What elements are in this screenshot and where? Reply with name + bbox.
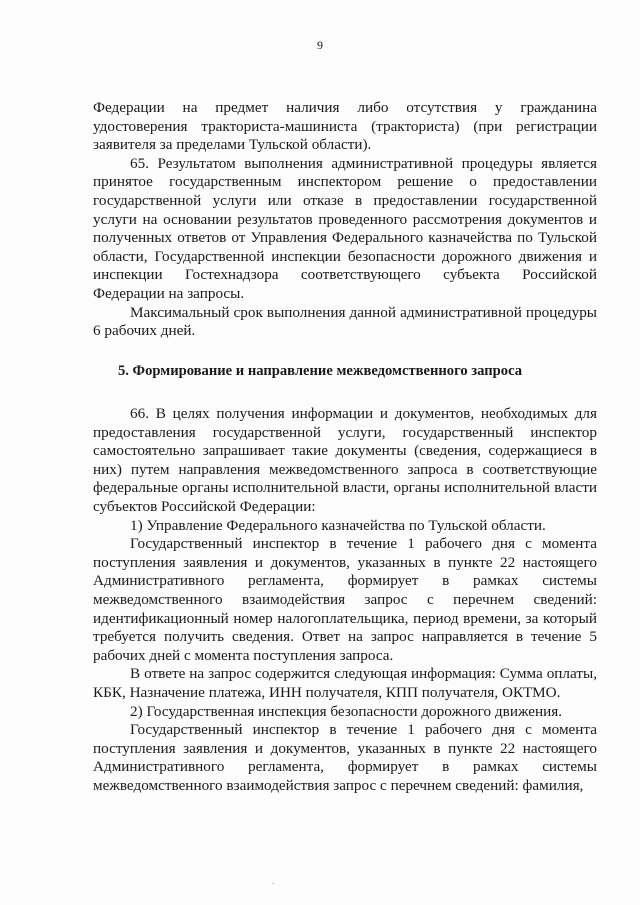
paragraph-continuation: Федерации на предмет наличия либо отсутствия у гражданина удостоверения тракториста-машиниста (тракториста) (при регистрации заявителя за пределами Тульской области).: [93, 99, 597, 154]
paragraph-65: 65. Результатом выполнения административной процедуры является принятое государственным инспектором решение о предоставлении государственной услуги или отказе в предоставлении государственной услуги на основании результатов проведенного рассмотрения документов и полученных ответов от Управления Федерального казначейства по Тульской области, Государственной инспекции безопасности дорожного движения и инспекции Гостехнадзора соответствующего субъекта Российской Федерации на запросы.: [93, 154, 597, 302]
list-item-treasury: 1) Управление Федерального казначейства по Тульской области.: [130, 516, 546, 534]
paragraph-66: 66. В целях получения информации и документов, необходимых для предоставления государственной услуги, государственный инспектор самостоятельно запрашивает такие документы (сведения, содержащиеся в них) путем направления межведомственного запроса в соответствующие федеральные органы исполнительной власти, органы исполнительной власти субъектов Российской Федерации:: [93, 405, 597, 515]
page-number: 9: [317, 38, 323, 52]
section-heading: 5. Формирование и направление межведомственного запроса: [117, 363, 523, 379]
footer-mark: .: [272, 877, 274, 886]
text-block-bottom: [93, 405, 597, 795]
paragraph-treasury-request: Государственный инспектор в течение 1 рабочего дня с момента поступления заявления и документов, указанных в пункте 22 настоящего Административного регламента, формирует в рамках системы межведомственного взаимодействия запрос с перечнем сведений: идентификационный номер налогоплательщика, период времени, за который требуется получить сведения. Ответ на запрос направляется в течение 5 рабочих дней с момента поступления запроса.: [93, 535, 597, 664]
text-block-top: [93, 99, 597, 341]
paragraph-traffic-request: Государственный инспектор в течение 1 рабочего дня с момента поступления заявления и документов, указанных в пункте 22 настоящего Административного регламента, формирует в рамках системы межведомственного взаимодействия запрос с перечнем сведений: фамилия,: [93, 721, 597, 794]
list-item-traffic-inspection: 2) Государственная инспекция безопасности дорожного движения.: [130, 702, 563, 720]
paragraph-max-term: Максимальный срок выполнения данной административной процедуры 6 рабочих дней.: [93, 303, 597, 340]
paragraph-treasury-response: В ответе на запрос содержится следующая информация: Сумма оплаты, КБК, Назначение платежа, ИНН получателя, КПП получателя, ОКТМО.: [93, 665, 597, 701]
